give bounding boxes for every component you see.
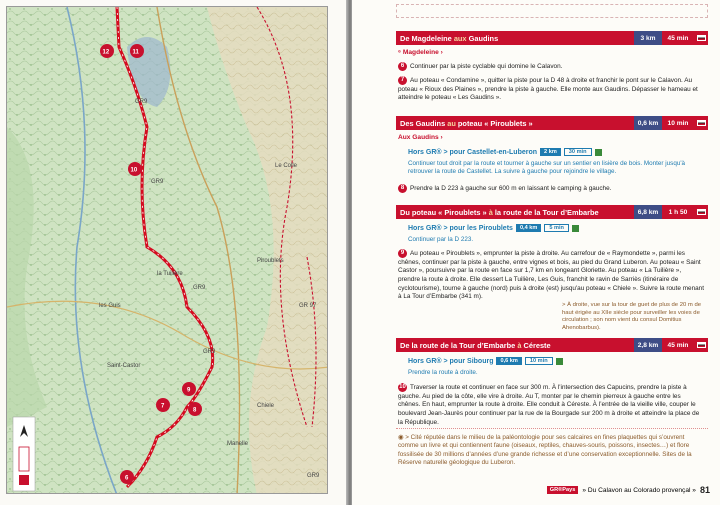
section-header bbox=[396, 205, 708, 219]
map-label: GR9 bbox=[203, 349, 216, 355]
variant-duration: 5 min bbox=[544, 224, 569, 232]
map-label: Chiele bbox=[257, 403, 275, 409]
section-header bbox=[396, 31, 708, 45]
step-7: 7 Au poteau « Condamine », quitter la piste pour la D 48 à droite et franchir le pont sur le Calavon. Au poteau « Rioux des Plaines », prendre la piste à gauche. Elle monte aux Gaudins. Dépasser le hameau et atteindre le poteau « Les Gaudins ». bbox=[398, 77, 698, 102]
variant-title: Hors GR® > pour les Piroublets bbox=[408, 224, 513, 232]
map-label: Le Colle bbox=[275, 163, 298, 169]
marker-icon bbox=[572, 225, 579, 232]
svg-text:11: 11 bbox=[132, 49, 139, 56]
variant-distance: 2 km bbox=[540, 148, 561, 156]
section-header bbox=[396, 116, 708, 130]
svg-text:6: 6 bbox=[125, 475, 129, 482]
svg-text:8: 8 bbox=[193, 407, 197, 414]
flag-icon bbox=[697, 342, 706, 348]
marker-icon bbox=[556, 358, 563, 365]
map-label: GR9 bbox=[135, 99, 148, 105]
step-9: 9 Au poteau « Piroublets », emprunter la piste à droite. Au carrefour de « Raymondette », parmi les chênes, continuer par la piste à gauche, entre vignes et bois, au pied du Grand Luberon. Au poteau « Saint Castor », poursuivre par la route en face sur 1,7 km en longeant Gloriette. Au poteau « La Tuilière », prendre la route à droite. Elle dessert La Tuilière, Les Guis, franchit le ravin de Sarriès (itinéraire de cyclotourisme), tourne à gauche (nord) puis à droite (est) jusqu'au poteau « Chiele ». Suivre la route menant à La Tour d’Embarbe (341 m). bbox=[398, 250, 705, 301]
svg-text:7: 7 bbox=[161, 403, 165, 410]
map-label: GR9 bbox=[193, 285, 206, 291]
map-label: Saint-Castor bbox=[107, 363, 141, 369]
map-label: les Guis bbox=[99, 303, 121, 309]
section-distance: 2,8 km bbox=[634, 338, 662, 352]
map-label: GR9 bbox=[307, 473, 320, 479]
svg-text:10: 10 bbox=[130, 167, 138, 174]
section-connector: à bbox=[488, 207, 493, 217]
svg-text:9: 9 bbox=[187, 387, 191, 394]
variant-duration: 30 min bbox=[564, 148, 592, 156]
eye-icon: ◉ bbox=[398, 434, 406, 441]
section-from: De la route de la Tour d’Embarbe bbox=[400, 340, 518, 350]
section-duration: 45 min bbox=[667, 341, 689, 349]
section-distance: 6,8 km bbox=[634, 205, 662, 219]
section-to: Gaudins bbox=[466, 33, 499, 43]
footer-title: » Du Calavon au Colorado provençal » bbox=[582, 486, 696, 494]
section-from: De Magdeleine bbox=[400, 33, 454, 43]
variant-text: Continuer par la D 223. bbox=[408, 236, 474, 243]
variant-title: Hors GR® > pour Sibourg bbox=[408, 357, 494, 365]
variant-duration: 10 min bbox=[525, 357, 553, 365]
step-6: 6 Continuer par la piste cyclable qui domine le Calavon. bbox=[398, 62, 704, 72]
right-page bbox=[352, 0, 720, 505]
section-connector: au bbox=[447, 118, 456, 128]
section-distance: 3 km bbox=[634, 31, 662, 45]
variant-text: Continuer tout droit par la route et tourner à gauche sur un sentier en lisière de bois. Monter jusqu'à retrouver la route de Castellet. La suivre à gauche pour rejoindre le village. bbox=[408, 160, 686, 176]
brand-label: GR®Pays bbox=[547, 486, 579, 494]
map-label: Manelle bbox=[227, 441, 249, 447]
section-header bbox=[396, 338, 708, 352]
section-from: Des Gaudins bbox=[400, 118, 448, 128]
section-distance: 0,6 km bbox=[634, 116, 662, 130]
left-page bbox=[0, 0, 348, 505]
variant-distance: 0,4 km bbox=[516, 224, 541, 232]
step-10: 10 Traverser la route et continuer en face sur 300 m. À l'intersection des Capucins, prendre la piste à gauche. Au pied de la côte, elle vire à droite. Au T, monter par le chemin pierreux à gauche entre les chênes. En haut, emprunter la route à droite. Elle conduit à Céreste. À l’entrée de la vieille ville, couper le boulevard Jean-Jaurès pour continuer par la rue de la Bourgade sur 200 m à droite et atteindre la place de la République. bbox=[398, 384, 700, 426]
section-to: la route de la Tour d’Embarbe bbox=[492, 207, 599, 217]
map-label: la Tuilière bbox=[157, 271, 183, 277]
section-from: Du poteau « Piroublets » bbox=[400, 207, 489, 217]
section-to: Céreste bbox=[521, 340, 551, 350]
note-tower: > À droite, vue sur la tour de guet de plus de 20 m de haut érigée au XIIe siècle pour surveiller les voies de circulation ; son nom vient du consul Domitius Ahenobarbus). bbox=[562, 302, 702, 331]
note-cereste: ◉ > Cité réputée dans le milieu de la paléontologie pour ses calcaires en fines plaquettes qui s’ouvrent comme un livre et qui contiennent faune (oiseaux, reptiles, chauves-souris, poissons, insectes…) et flore fossilisée de 30 millions d’années d’une grande richesse et d’une conservation exceptionnelle. Sites de la Réserve naturelle géologique du Luberon. bbox=[398, 434, 692, 467]
section-connector: à bbox=[517, 340, 522, 350]
variant-text: Prendre la route à droite. bbox=[408, 369, 478, 376]
header-frame bbox=[396, 4, 708, 18]
divider bbox=[396, 428, 708, 429]
section-duration: 1 h 50 bbox=[668, 208, 688, 216]
variant-distance: 0,6 km bbox=[496, 357, 521, 365]
variant-heading bbox=[408, 224, 579, 232]
map-label: Piroublets bbox=[257, 258, 284, 264]
place-heading: Aux Gaudins › bbox=[398, 134, 443, 141]
flag-icon bbox=[697, 35, 706, 41]
step-8: 8 Prendre la D 223 à gauche sur 600 m en laissant le camping à gauche. bbox=[398, 184, 704, 194]
variant-heading bbox=[408, 148, 602, 156]
svg-text:12: 12 bbox=[102, 49, 110, 56]
page-number: 81 bbox=[699, 485, 710, 495]
flag-icon bbox=[697, 209, 706, 215]
flag-icon bbox=[697, 120, 706, 126]
map-drawing bbox=[7, 7, 328, 494]
map-label: GR9 bbox=[151, 179, 164, 185]
map-label: GR 97 bbox=[299, 303, 317, 309]
page-footer bbox=[547, 485, 710, 495]
section-connector: aux bbox=[453, 33, 467, 43]
section-duration: 10 min bbox=[667, 119, 689, 127]
section-duration: 45 min bbox=[667, 34, 689, 42]
topographic-map bbox=[6, 6, 328, 494]
place-heading: ⁶ Magdeleine › bbox=[398, 49, 443, 56]
section-to: poteau « Piroublets » bbox=[455, 118, 533, 128]
variant-heading bbox=[408, 357, 563, 365]
variant-title: Hors GR® > pour Castellet-en-Luberon bbox=[408, 148, 538, 156]
marker-icon bbox=[595, 149, 602, 156]
